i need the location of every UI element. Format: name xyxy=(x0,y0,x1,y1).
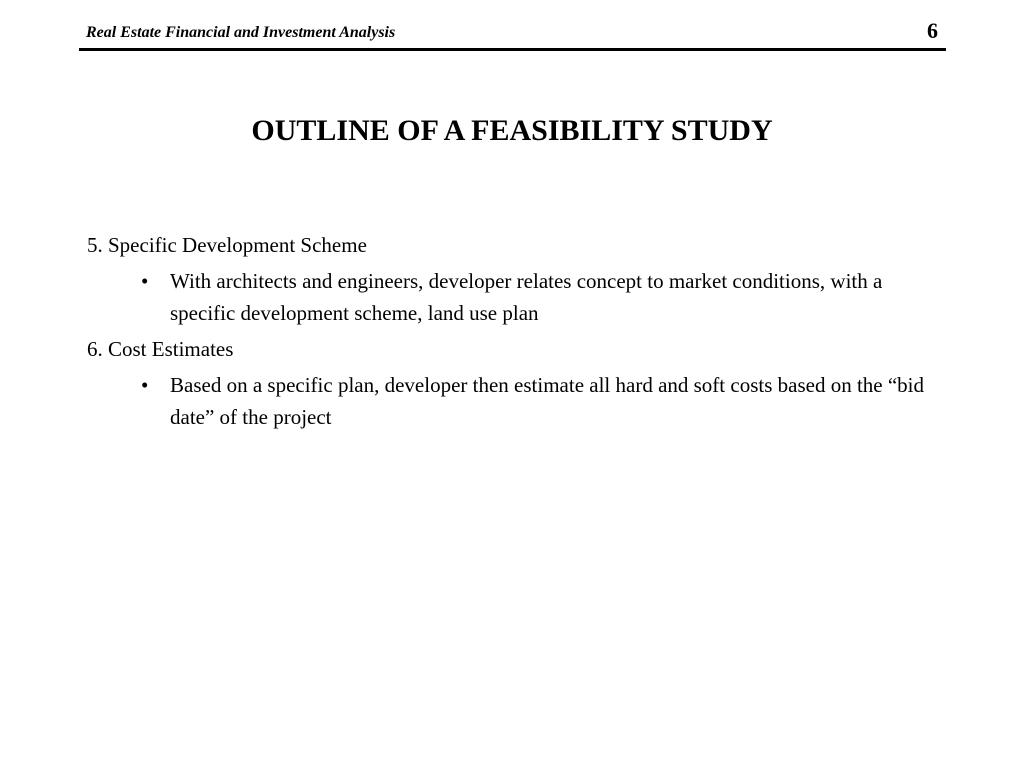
section-heading: 5. Specific Development Scheme xyxy=(87,233,367,257)
section-specific-development-scheme xyxy=(87,229,927,329)
bullet-list xyxy=(87,265,927,329)
section-cost-estimates xyxy=(87,333,927,433)
bullet-list xyxy=(87,369,927,433)
bullet-item xyxy=(87,369,927,433)
page-number: 6 xyxy=(927,18,938,43)
bullet-text: Based on a specific plan, developer then estimate all hard and soft costs based on the “bid date” of the project xyxy=(170,373,925,429)
bullet-text: With architects and engineers, developer relates concept to market conditions, with a specific development scheme, land use plan xyxy=(170,269,883,325)
bullet-item xyxy=(87,265,927,329)
bullet-icon: • xyxy=(141,269,149,293)
slide-content xyxy=(87,229,927,437)
bullet-icon: • xyxy=(141,373,149,397)
course-title: Real Estate Financial and Investment Analysis xyxy=(86,24,396,41)
slide-title: OUTLINE OF A FEASIBILITY STUDY xyxy=(251,114,773,147)
header-divider xyxy=(79,48,946,51)
section-heading: 6. Cost Estimates xyxy=(87,337,234,361)
